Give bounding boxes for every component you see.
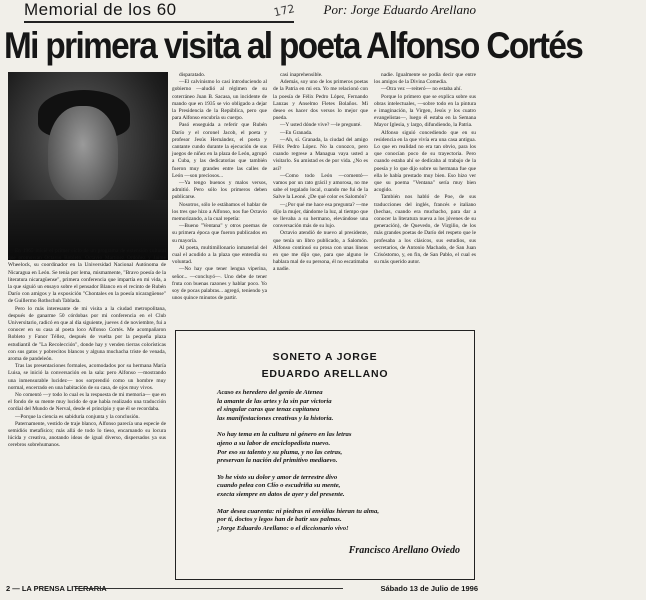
article-column-2 bbox=[172, 72, 267, 326]
article-column-3 bbox=[273, 72, 368, 326]
paragraph: Además, soy uno de los primeros poetas de la Patria en mi era. Yo me relacionó con la poesía de Félix Pedro López, Fernando Lanzas y Anselmo Fletes Bolaños. Mi deseo es hacer dos versos lo mejor que pueda. bbox=[273, 79, 368, 122]
verse-line: la amante de las artes y la sin par victoria bbox=[217, 397, 332, 405]
paragraph: Porque lo primero que se explica sobre sus obras intelectuales, —sobre todo en la pintura e imaginación, la Virgen, Jesús y los cuatro evangelistas—, luego él estaba en la Semana Mayor Iglesia, y largo, difundiendo, la Patria. bbox=[374, 93, 476, 129]
verse-line: Por eso su talento y su pluma, y no las cetras, bbox=[217, 448, 343, 456]
paragraph: En 1965 inicié el primer ciclo de un programa de extensión cultural que promovían Octavio Robleto, Octavio Martínez Ordóñez y Jaime Wheelock, su coordinador en la Universidad Nacional Autónoma de Nicaragua en León. Se tenía por lema, mismamente, "Bravo poesía de la literatura nicaragüense", primera conferencia que impartía en mi vida, a la que siguió un ensayo sobre el pensador Blanco en el recinto de Rubén Darío con amigos y la exposición "Chontales en la poesía nicaragüense" de Guillermo Rothschuh Tablada. bbox=[8, 248, 166, 305]
verse-line: Mar desea cuarenta: ni piedras ni envidias hieran tu alma, bbox=[217, 507, 380, 515]
paragraph: Pasó enseguida a referir que Rubén Darío y el coronel Jacob, el poeta y profesor Jesús Hernández, el poeta y cantante cundo durante la ejecución de sus juegos de niñez en la plaza de León, agrupó a Cuba, y las dedicatorias que también fueron muy grandes entre las calles de León —son preciosos... bbox=[172, 122, 267, 179]
paragraph: Paternamente, vestido de traje blanco, Alfonso parecía una especie de semidiós metafísico; más allá de todo lo tieso, encarnando su locura lúcida y creativa, anotando ideas de igual diverso, dispersados ya sus cerebros sobrehumanos. bbox=[8, 420, 166, 449]
paragraph: Alfonso siguió concediendo que en su residencia en la que vivía era una casa antigua. Lo que en realidad no era tan obvio, para los que conocían poco de su trayectoria. Pero cuando estaba ahí se dedicaba al trabajo de la poesía y lo que dijo sobre su hermana fue que ella le había prestado muy bien. Eso hizo ver que su poema "Ventana" sería muy bien acogido. bbox=[374, 129, 476, 194]
paragraph: disparatado. bbox=[179, 72, 206, 78]
paragraph: —Otra vez —reiteró— no estaba ahí. bbox=[381, 86, 462, 93]
verse-line: ajeno a su labor de enciclopedista nuevo. bbox=[217, 439, 331, 447]
paragraph: —El calvinismo lo casi introduciendo al gobierno —aludió al régimen de su coterráneo Juan B. Sacasa, un incidente de mando que en 1935 se vio obligado a dejar la Presidencia de la República, pero que para Alfonso encubría su cuerpo. bbox=[172, 79, 267, 122]
verse-line: las manifestaciones creativas y la historia. bbox=[217, 414, 334, 422]
paragraph: —Como todo León —comentó— vamos por un rato grácil y amorosa, no me sabe el tegalado local, cuando me fui de la Salve la Leoné. ¿De qué color es Salomón? bbox=[273, 172, 368, 201]
verse-line: preservan la nación del primitivo mediaevo. bbox=[217, 457, 338, 465]
stanza bbox=[217, 474, 467, 500]
paragraph: Octavio atendió de nuevo al presidente, que tenía un libro publicado, a Salomón. Alfonso continuó su prosa con unas líneas en que me dijo que, para que alguno le hablara mal de su persona, él no escatimaba a nadie. bbox=[273, 230, 368, 273]
verse-line: cuando pelea con Clío o escudriña su mente, bbox=[217, 482, 341, 490]
sonnet-body bbox=[217, 389, 467, 541]
paragraph: También nos habló de Poe, de sus traducciones del inglés, francés e italiano (hechas, cuando era muchacho, para dar a conocer la literatura nueva a los jóvenes de su generación), de Quevedo, de Virgilio, de los más grandes poetas de Darío del respeto que le profesaba a los clásicos, sus estudios, sus secretarios, de Antonio Machado, de San Juan Crisóstomo, y, en fin, de San Pablo, el cual es su más querido autor. bbox=[374, 194, 476, 266]
verse-line: ¡Jorge Eduardo Arellano: o el diccionario vivo! bbox=[217, 524, 349, 532]
page-footer bbox=[6, 582, 478, 596]
article-column-4 bbox=[374, 72, 476, 326]
headline bbox=[4, 24, 583, 68]
paragraph: Al poeta, multimillonario inmaterial del cual el acudido a la plaza que entendía su voluntad. bbox=[172, 244, 267, 266]
stanza bbox=[217, 508, 467, 534]
paragraph: —Ah, sí. Granada, la ciudad del amigo Félix Pedro López. No la conozco, pero cuando regrese a Managua vaya usted a visitarlo. Su amistad es de por vida. ¿No es así? bbox=[273, 136, 368, 172]
handwritten-annotation: 172 bbox=[272, 2, 296, 20]
footer-publication: 2 — LA PRENSA LITERARIA bbox=[6, 584, 107, 593]
paragraph: nadie. Igualmente se podía decir que entre los amigos de la Divina Comedia. bbox=[374, 72, 476, 86]
verse-line: el singular caras que tenaz capitanea bbox=[217, 406, 320, 414]
footer-date: Sábado 13 de Julio de 1996 bbox=[380, 584, 478, 593]
sonnet-title-line-1: SONETO A JORGE bbox=[272, 351, 378, 363]
verse-line: execta siempre en datos de ayer y del presente. bbox=[217, 490, 345, 498]
verse-line: Acaso es heredero del genio de Atenea bbox=[217, 389, 323, 396]
paragraph: casi inaprehensible. bbox=[280, 72, 323, 78]
section-heading bbox=[24, 0, 284, 22]
byline: Por: Jorge Eduardo Arellano bbox=[323, 2, 476, 17]
verse-line: No hay tema en la cultura ni género en las letras bbox=[217, 431, 352, 439]
paragraph: Tras las presentaciones formales, acomodados por su hermana María Luisa, se inició la conversación en la sala: pero Alfonso —mostrando una inmensurable lucidez— nos sorprendió como un hombre muy normal, encerrado en una habitación de su casa, de ojos muy vivos. bbox=[8, 363, 166, 391]
paragraph: —Y usted dónde vive? —le pregunté. bbox=[280, 122, 362, 129]
stanza bbox=[217, 431, 467, 465]
paragraph: —Porque la ciencia es sabiduría conjunta y la conclusión. bbox=[15, 413, 140, 420]
sonnet-author: Francisco Arellano Oviedo bbox=[348, 545, 460, 556]
paragraph: Pero lo más interesante de mi visita a la ciudad metropolitana, después de ganarme 50 córdobas por mi conferencia en el Club Universitario, radicó en que al día siguiente, jueves 4 de noviembre, fui a conocer en su casa al poeta loco Alfonso Cortés. Me acompañaron Robleto y Fanor Téllez, después de vuelta por la pequeña plaza estudiantil de "La Recolección", donde hay y venden tierras colorísticas con sus gatos y pobrecitos blancos y alguna muchacha triste de venada, aroma de pandeleón. bbox=[8, 305, 166, 363]
paragraph: —En Granada. bbox=[280, 129, 313, 136]
article-column-1 bbox=[8, 248, 166, 586]
portrait-face bbox=[48, 106, 118, 202]
heading-rule bbox=[24, 21, 294, 23]
verse-line: por ti, doctos y legos han de batir sus palmas. bbox=[217, 516, 342, 524]
paragraph: —No hay que tener lengua viperina, señor... —concluyó—. Uno debe de tener fruta con buenas razones y hablar poco. Yo soy de pocas palabras... agregó, teniendo ya unos quince minutos de partir. bbox=[172, 266, 267, 302]
stanza bbox=[217, 389, 467, 423]
paragraph: Nosotros, sólo le estábamos el hablar de los tres que hizo a Alfonso, nos fue Octavio memorizando, a la cual repetía: bbox=[172, 201, 267, 223]
verse-line: Yo he visto su dolor y amor de terrestre divo bbox=[217, 473, 338, 481]
paragraph: No comentó —y todo lo cual es la respuesta de mi memoria— que en el fondo de su mente muy lucido de que había realizado una traducción cordial del Mundo de Nerval, desde el principio y que él se recordaba. bbox=[8, 392, 166, 413]
paragraph: —Ya tengo buenos y malos versos, admitió. Pero sólo los primeros deben publicarse. bbox=[172, 180, 267, 201]
paragraph: —Bueno "Ventana" y otros poemas de su primera época que fueron publicados en su mayoría. bbox=[172, 223, 267, 244]
sonnet-title-line-2: EDUARDO ARELLANO bbox=[261, 368, 389, 380]
sonnet-box bbox=[175, 330, 475, 580]
paragraph: —¿Por qué me hace esa pregunta? —me dijo la mujer, dándome la luz, al tiempo que se llevaba a su hermano, elevándose una conversación más de su lujo. bbox=[273, 201, 368, 230]
author-portrait-photo bbox=[8, 72, 168, 244]
section-title: Memorial de los 60 bbox=[24, 0, 177, 19]
footer-rule bbox=[76, 588, 343, 589]
headline-text: Mi primera visita al poeta Alfonso Cortés bbox=[4, 25, 583, 66]
